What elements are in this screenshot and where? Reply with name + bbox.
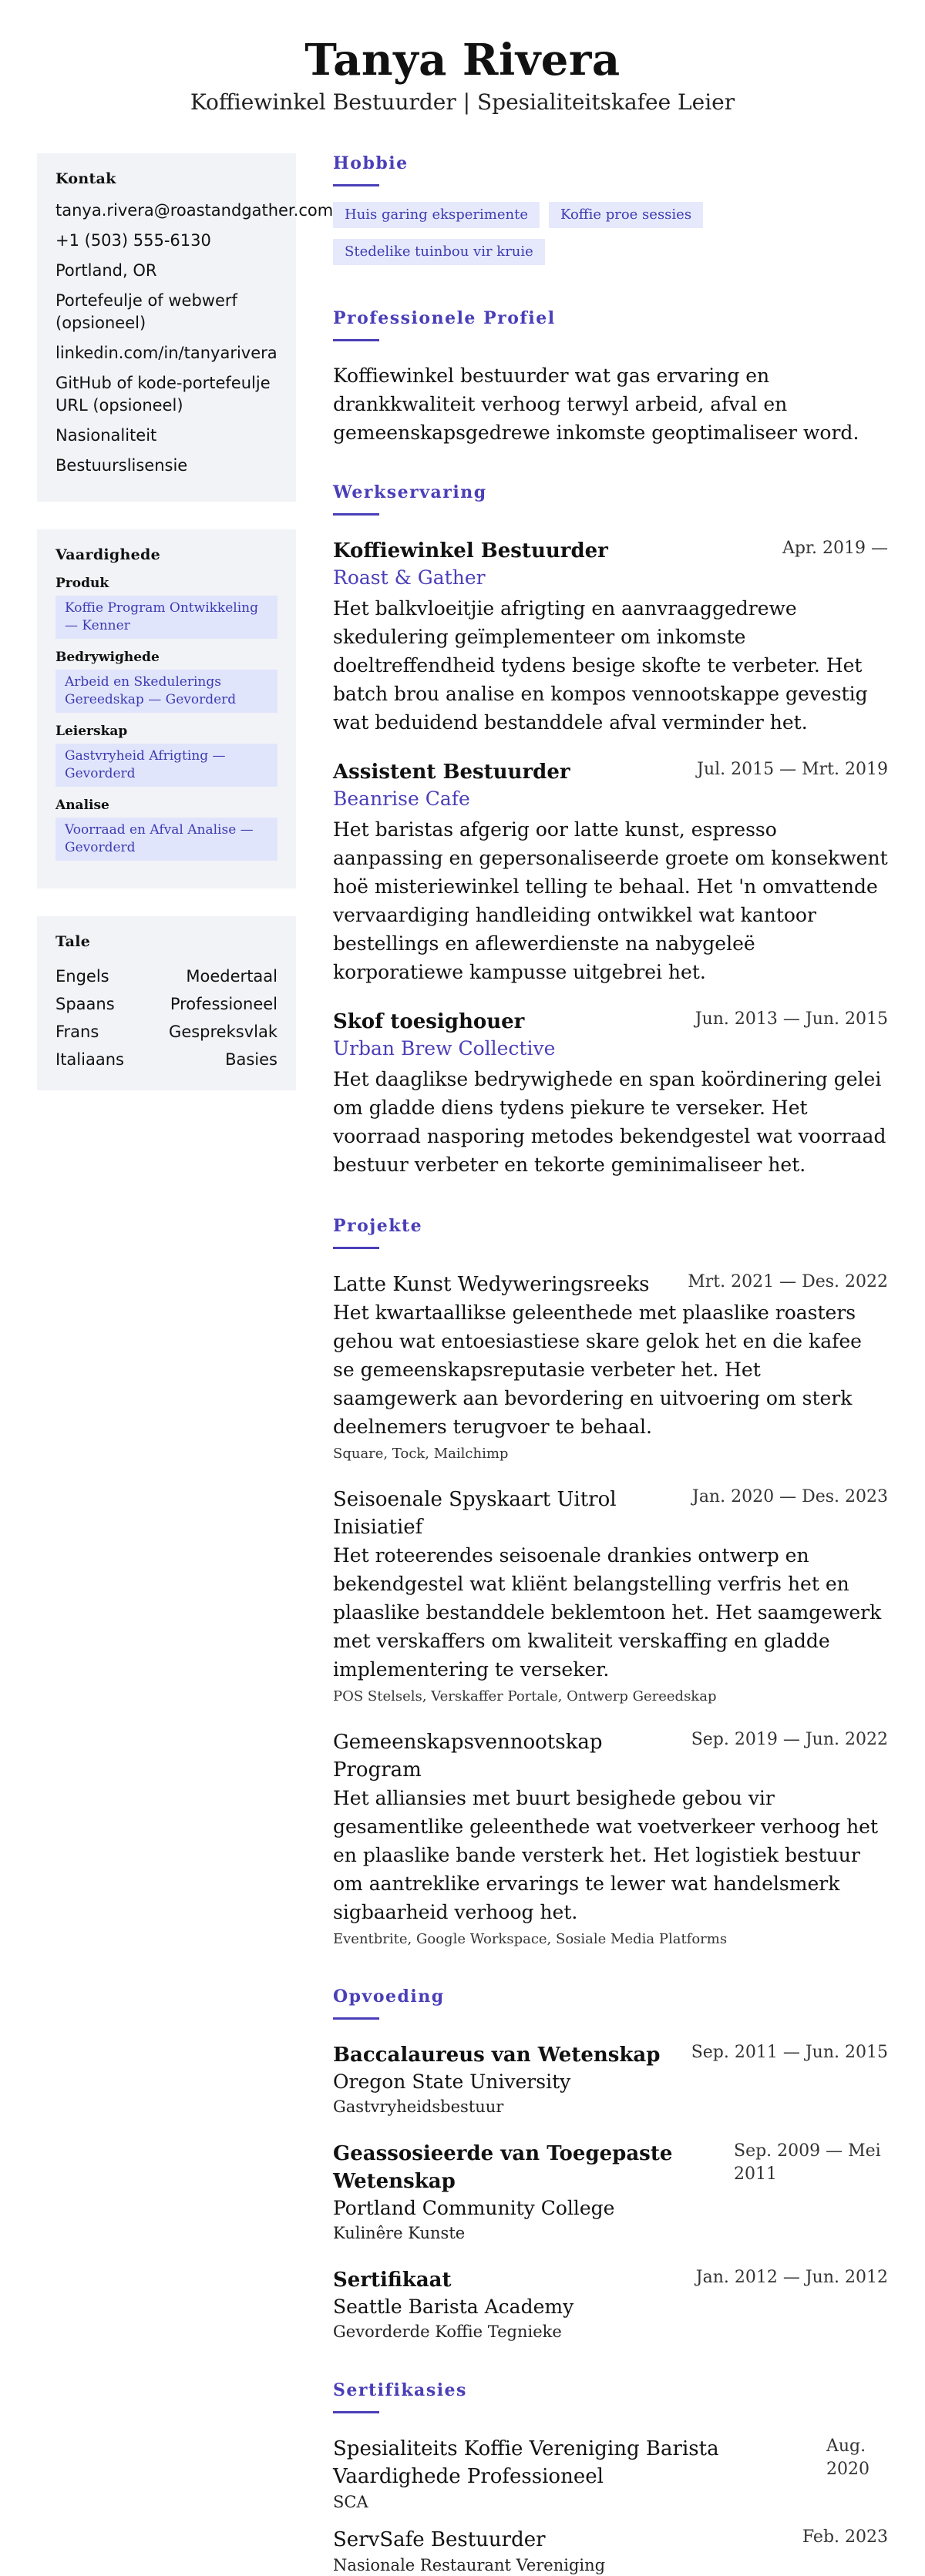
job-description: Het balkvloeitjie afrigting en aanvraaggedrewe skedulering geïmplementeer om inkomste doeltreffendheid tydens besige skofte te verbeter. Het batch brou analise en kompos vennootskappe gevestig wat beduidend bestanddele afval verminder het. (333, 597, 868, 734)
certification-entry (333, 2526, 888, 2576)
education-date: Sep. 2009 — Mei 2011 (734, 2141, 881, 2184)
job-date: Apr. 2019 — (782, 539, 888, 558)
section-title: Werkservaring (333, 482, 487, 502)
certification-name: ServSafe Bestuurder (333, 2528, 546, 2551)
job-date: Jun. 2013 — Jun. 2015 (695, 1009, 888, 1029)
education-date: Jan. 2012 — Jun. 2012 (695, 2268, 888, 2287)
contact-nationality: Nasionaliteit (56, 426, 157, 445)
experience-entry (333, 758, 888, 986)
project-date: Mrt. 2021 — Des. 2022 (688, 1272, 888, 1291)
project-tech: Eventbrite, Google Workspace, Sosiale Media Platforms (333, 1931, 728, 1947)
contact-portfolio[interactable]: Portefeulje of webwerf (opsioneel) (56, 291, 237, 332)
skill-group (56, 650, 278, 713)
person-name: Tanya Rivera (304, 35, 621, 86)
project-name: Seisoenale Spyskaart Uitrol Inisiatief (333, 1488, 617, 1539)
job-company: Roast & Gather (333, 566, 486, 589)
section-rule (333, 339, 379, 341)
languages-title: Tale (56, 933, 91, 950)
language-row (56, 1046, 278, 1073)
contact-card (37, 153, 334, 502)
job-description: Het baristas afgerig oor latte kunst, espresso aanpassing en gepersonaliseerde groete om konsekwent hoë misteriewinkel telling te behaal. Het 'n omvattende vervaardiging handleiding ontwikkel wat kantoor bestellings en aflewerdienste na nabygeleë korporatiewe kampusse uitgebrei het. (333, 818, 888, 983)
job-description: Het daaglikse bedrywighede en span koördinering gelei om gladde diens tydens piekure te verseker. Het voorraad nasporing metodes bekendgestel wat voorraad bestuur verbeter en tekorte geminimaliseer het. (333, 1068, 886, 1176)
section-title: Projekte (333, 1216, 423, 1236)
hobbies-section (333, 153, 888, 265)
project-description: Het alliansies met buurt besighede gebou vir gesamentlike geleenthede wat voetverkeer verhoog het en plaaslike bande versterk het. Het logistiek bestuur om aantreklike ervarings te lewer wat handelsmerk sigbaarheid verhoog het. (333, 1787, 879, 1923)
section-rule (333, 2017, 379, 2020)
section-title: Opvoeding (333, 1987, 445, 2007)
school-name: Seattle Barista Academy (333, 2296, 574, 2318)
language-level: Moedertaal (186, 967, 278, 986)
job-title: Assistent Bestuurder (333, 761, 570, 784)
section-rule (333, 184, 379, 186)
main-content (333, 153, 888, 2576)
education-date: Sep. 2011 — Jun. 2015 (691, 2043, 888, 2062)
language-level: Professioneel (170, 995, 278, 1013)
profile-section (333, 308, 888, 447)
hobby-chip: Stedelike tuinbou vir kruie (333, 239, 545, 265)
study-field: Gevorderde Koffie Tegnieke (333, 2322, 562, 2341)
projects-section (333, 1216, 888, 1950)
project-entry (333, 1271, 888, 1464)
study-field: Kulinêre Kunste (333, 2224, 466, 2242)
skill-chip: Koffie Program Ontwikkeling — Kenner (56, 596, 278, 639)
project-tech: POS Stelsels, Verskaffer Portale, Ontwerp Gereedskap (333, 1688, 717, 1704)
skill-group (56, 798, 278, 861)
school-name: Oregon State University (333, 2071, 571, 2093)
hobby-chip: Huis garing eksperimente (333, 202, 540, 228)
certification-date: Feb. 2023 (802, 2527, 888, 2547)
experience-section (333, 482, 888, 1179)
degree-title: Baccalaureus van Wetenskap (333, 2044, 661, 2067)
degree-title: Sertifikaat (333, 2269, 452, 2292)
languages-card (37, 916, 296, 1090)
section-title: Professionele Profiel (333, 308, 556, 328)
contact-github[interactable]: GitHub of kode-portefeulje URL (opsioneel) (56, 374, 271, 415)
education-section (333, 1987, 888, 2343)
language-name: Engels (56, 967, 109, 986)
project-description: Het roteerendes seisoenale drankies ontwerp en bekendgestel wat kliënt belangstelling verfris het en plaaslike bestanddele beklemtoon het. Het saamgewerk met verskaffers om kwaliteit verskaffing en gladde implementering te verseker. (333, 1544, 882, 1681)
contact-email[interactable]: tanya.rivera@roastandgather.com (56, 201, 334, 220)
project-date: Jan. 2020 — Des. 2023 (692, 1487, 888, 1506)
project-date: Sep. 2019 — Jun. 2022 (691, 1730, 888, 1749)
project-entry (333, 1486, 888, 1707)
job-date: Jul. 2015 — Mrt. 2019 (697, 760, 888, 779)
skill-group-label: Leierskap (56, 724, 128, 739)
hobby-chips (333, 202, 765, 265)
skill-chip: Voorraad en Afval Analise — Gevorderd (56, 818, 278, 861)
skill-group-label: Analise (56, 798, 109, 813)
language-level: Basies (225, 1050, 278, 1069)
contact-phone[interactable]: +1 (503) 555-6130 (56, 231, 211, 250)
education-entry (333, 2266, 888, 2343)
skill-chip: Arbeid en Skedulerings Gereedskap — Gevorderd (56, 670, 278, 713)
certification-entry (333, 2435, 888, 2514)
skill-chip: Gastvryheid Afrigting — Gevorderd (56, 744, 278, 787)
job-title: Skof toesighouer (333, 1010, 525, 1033)
sidebar (37, 153, 334, 1118)
school-name: Portland Community College (333, 2197, 615, 2219)
contact-title: Kontak (56, 170, 116, 187)
project-name: Latte Kunst Wedyweringsreeks (333, 1273, 650, 1296)
resume-header (0, 32, 925, 117)
certifications-section (333, 2380, 888, 2576)
education-entry (333, 2140, 888, 2245)
person-tagline: Koffiewinkel Bestuurder | Spesialiteitskafee Leier (190, 89, 735, 115)
profile-summary: Koffiewinkel bestuurder wat gas ervaring en drankkwaliteit verhoog terwyl arbeid, afval en gemeenskapsgedrewe inkomste geoptimaliseer word. (333, 364, 859, 444)
section-title: Sertifikasies (333, 2380, 467, 2400)
job-title: Koffiewinkel Bestuurder (333, 539, 608, 563)
skill-group (56, 724, 278, 787)
language-row (56, 1018, 278, 1046)
education-entry (333, 2041, 888, 2118)
section-title: Hobbie (333, 153, 409, 173)
skill-group-label: Bedrywighede (56, 650, 160, 665)
skill-group (56, 576, 278, 639)
contact-license: Bestuurslisensie (56, 456, 188, 475)
skills-card (37, 529, 296, 888)
certification-date: Aug. 2020 (826, 2437, 870, 2479)
language-row (56, 962, 278, 990)
job-company: Beanrise Cafe (333, 788, 470, 810)
section-rule (333, 1247, 379, 1249)
project-description: Het kwartaallikse geleenthede met plaaslike roasters gehou wat entoesiastiese skare gelok het en die kafee se gemeenskapsreputasie verbeter het. Het saamgewerk aan bevordering en uitvoering om sterk deelnemers terugvoer te behaal. (333, 1301, 862, 1438)
study-field: Gastvryheidsbestuur (333, 2097, 504, 2116)
language-name: Spaans (56, 995, 115, 1013)
skills-title: Vaardighede (56, 546, 160, 563)
certification-issuer: Nasionale Restaurant Vereniging (333, 2556, 606, 2574)
language-level: Gespreksvlak (169, 1023, 278, 1041)
section-rule (333, 2411, 379, 2413)
project-tech: Square, Tock, Mailchimp (333, 1446, 509, 1462)
language-name: Frans (56, 1023, 99, 1041)
contact-location: Portland, OR (56, 261, 157, 280)
certification-name: Spesialiteits Koffie Vereniging Barista Vaardighede Professioneel (333, 2437, 719, 2488)
section-rule (333, 513, 379, 516)
language-row (56, 990, 278, 1018)
contact-linkedin[interactable]: linkedin.com/in/tanyarivera (56, 344, 278, 362)
skill-group-label: Produk (56, 576, 109, 591)
experience-entry (333, 1008, 888, 1179)
project-entry (333, 1728, 888, 1950)
certification-issuer: SCA (333, 2493, 368, 2511)
language-name: Italiaans (56, 1050, 124, 1069)
experience-entry (333, 537, 888, 737)
project-name: Gemeenskapsvennootskap Program (333, 1731, 603, 1782)
degree-title: Geassosieerde van Toegepaste Wetenskap (333, 2142, 673, 2193)
job-company: Urban Brew Collective (333, 1037, 556, 1060)
hobby-chip: Koffie proe sessies (549, 202, 703, 228)
